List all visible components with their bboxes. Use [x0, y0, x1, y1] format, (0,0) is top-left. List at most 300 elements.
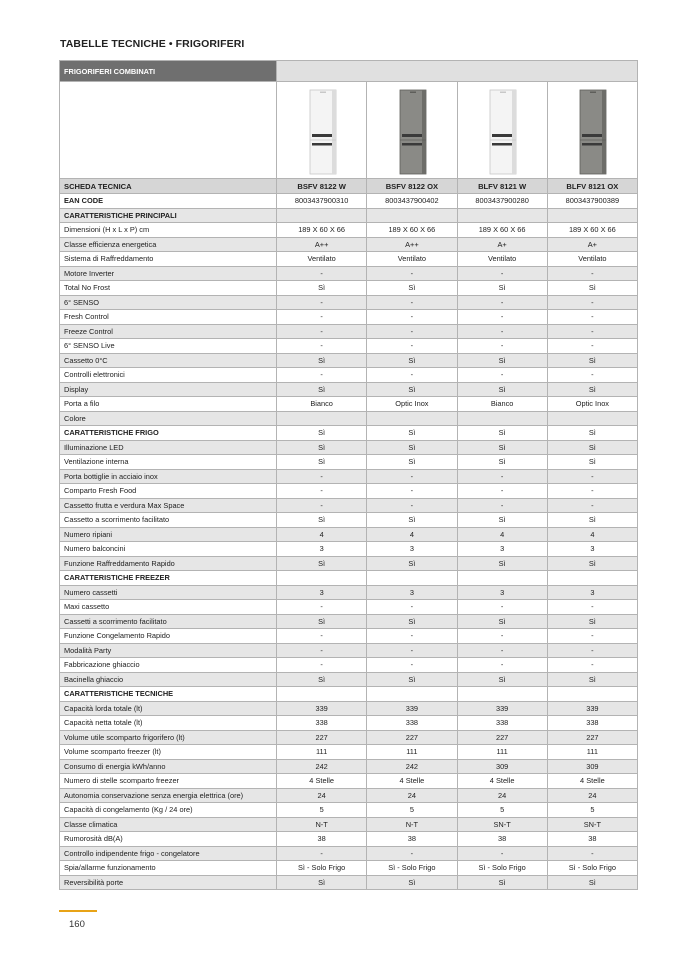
- cell-value: Sì: [547, 455, 637, 470]
- table-row: [60, 469, 638, 484]
- product-image-cell: [547, 82, 637, 179]
- model-name: BSFV 8122 W: [277, 179, 367, 194]
- cell-value: -: [277, 266, 367, 281]
- cell-value: 38: [367, 832, 457, 847]
- fridge-image: [392, 88, 432, 176]
- cell-value: Sì: [277, 353, 367, 368]
- cell-value: -: [277, 643, 367, 658]
- cell-value: -: [547, 846, 637, 861]
- cell-value: -: [457, 629, 547, 644]
- table-row: [60, 498, 638, 513]
- row-label: Fresh Control: [60, 310, 277, 325]
- cell-value: 5: [277, 803, 367, 818]
- cell-value: -: [457, 368, 547, 383]
- cell-value: Sì - Solo Frigo: [277, 861, 367, 876]
- cell-value: Sì: [457, 455, 547, 470]
- cell-value: 8003437900402: [367, 194, 457, 209]
- cell-value: Sì: [457, 672, 547, 687]
- row-label: Freeze Control: [60, 324, 277, 339]
- cell-value: 339: [547, 701, 637, 716]
- cell-value: 338: [367, 716, 457, 731]
- product-image-cell: [457, 82, 547, 179]
- cell-value: -: [547, 498, 637, 513]
- cell-value: -: [367, 658, 457, 673]
- cell-value: -: [547, 339, 637, 354]
- cell-value: 242: [277, 759, 367, 774]
- cell-value: A++: [367, 237, 457, 252]
- table-row: [60, 353, 638, 368]
- row-label: Autonomia conservazione senza energia elettrica (ore): [60, 788, 277, 803]
- row-label: Maxi cassetto: [60, 600, 277, 615]
- cell-value: -: [547, 368, 637, 383]
- table-row: [60, 817, 638, 832]
- cell-value: Sì: [277, 614, 367, 629]
- section-row: [60, 426, 638, 441]
- row-label: Rumorosità dB(A): [60, 832, 277, 847]
- cell-value: 338: [277, 716, 367, 731]
- cell-value: 309: [457, 759, 547, 774]
- row-label: Cassetto frutta e verdura Max Space: [60, 498, 277, 513]
- cell-value: Sì: [547, 382, 637, 397]
- table-row: [60, 411, 638, 426]
- cell-value: -: [277, 310, 367, 325]
- cell-value: N-T: [277, 817, 367, 832]
- cell-value: 3: [457, 542, 547, 557]
- cell-value: 8003437900310: [277, 194, 367, 209]
- row-label: Capacità netta totale (lt): [60, 716, 277, 731]
- cell-value: 8003437900280: [457, 194, 547, 209]
- table-row: [60, 875, 638, 890]
- cell-value: 3: [277, 585, 367, 600]
- table-row: [60, 730, 638, 745]
- cell-value: -: [277, 295, 367, 310]
- row-label: Capacità lorda totale (lt): [60, 701, 277, 716]
- cell-value: 189 X 60 X 66: [457, 223, 547, 238]
- cell-value: Sì: [367, 281, 457, 296]
- cell-value: -: [367, 629, 457, 644]
- row-label: Numero ripiani: [60, 527, 277, 542]
- table-row: [60, 310, 638, 325]
- table-row: [60, 440, 638, 455]
- row-label: Numero cassetti: [60, 585, 277, 600]
- row-label: Volume utile scomparto frigorifero (lt): [60, 730, 277, 745]
- cell-value: Sì: [367, 556, 457, 571]
- cell-value: [547, 687, 637, 702]
- row-label: Controllo indipendente frigo - congelatore: [60, 846, 277, 861]
- row-label: Cassetto 0°C: [60, 353, 277, 368]
- cell-value: Sì - Solo Frigo: [547, 861, 637, 876]
- cell-value: -: [367, 295, 457, 310]
- row-label: 6° SENSO: [60, 295, 277, 310]
- table-row: [60, 382, 638, 397]
- cell-value: Sì: [367, 875, 457, 890]
- table-row: [60, 832, 638, 847]
- cell-value: 24: [367, 788, 457, 803]
- product-images-row: [60, 82, 638, 179]
- cell-value: Sì: [457, 875, 547, 890]
- table-row: [60, 281, 638, 296]
- cell-value: 4 Stelle: [277, 774, 367, 789]
- cell-value: -: [367, 324, 457, 339]
- cell-value: 24: [457, 788, 547, 803]
- table-row: [60, 237, 638, 252]
- row-label: Fabbricazione ghiaccio: [60, 658, 277, 673]
- cell-value: Sì: [277, 455, 367, 470]
- cell-value: Sì: [277, 875, 367, 890]
- cell-value: 3: [547, 542, 637, 557]
- cell-value: Ventilato: [277, 252, 367, 267]
- cell-value: 227: [457, 730, 547, 745]
- cell-value: -: [547, 295, 637, 310]
- table-row: [60, 643, 638, 658]
- table-row: [60, 629, 638, 644]
- table-row: [60, 614, 638, 629]
- cell-value: -: [277, 846, 367, 861]
- cell-value: 339: [457, 701, 547, 716]
- cell-value: Sì: [277, 672, 367, 687]
- cell-value: -: [547, 643, 637, 658]
- cell-value: -: [367, 600, 457, 615]
- cell-value: Sì: [547, 281, 637, 296]
- cell-value: [457, 687, 547, 702]
- cell-value: 227: [277, 730, 367, 745]
- row-label: Controlli elettronici: [60, 368, 277, 383]
- cell-value: [367, 687, 457, 702]
- cell-value: Sì: [547, 513, 637, 528]
- model-name: BSFV 8122 OX: [367, 179, 457, 194]
- cell-value: [367, 208, 457, 223]
- section-row: [60, 687, 638, 702]
- table-row: [60, 585, 638, 600]
- cell-value: A+: [547, 237, 637, 252]
- cell-value: -: [277, 324, 367, 339]
- cell-value: Optic Inox: [367, 397, 457, 412]
- cell-value: -: [547, 484, 637, 499]
- table-row: [60, 701, 638, 716]
- row-label: Colore: [60, 411, 277, 426]
- cell-value: [547, 411, 637, 426]
- cell-value: 5: [367, 803, 457, 818]
- cell-value: SN-T: [457, 817, 547, 832]
- cell-value: Sì: [547, 614, 637, 629]
- cell-value: -: [457, 658, 547, 673]
- table-row: [60, 527, 638, 542]
- cell-value: Sì: [277, 556, 367, 571]
- table-row: [60, 846, 638, 861]
- cell-value: 4: [277, 527, 367, 542]
- cell-value: [367, 411, 457, 426]
- row-label: Total No Frost: [60, 281, 277, 296]
- cell-value: 38: [547, 832, 637, 847]
- row-label: Display: [60, 382, 277, 397]
- fridge-image: [572, 88, 612, 176]
- row-label: Modalità Party: [60, 643, 277, 658]
- fridge-image: [482, 88, 522, 176]
- cell-value: Sì: [367, 426, 457, 441]
- cell-value: Sì: [547, 875, 637, 890]
- cell-value: 3: [367, 585, 457, 600]
- cell-value: -: [457, 484, 547, 499]
- cell-value: 111: [367, 745, 457, 760]
- cell-value: 309: [547, 759, 637, 774]
- row-label: Sistema di Raffreddamento: [60, 252, 277, 267]
- cell-value: Sì - Solo Frigo: [367, 861, 457, 876]
- cell-value: -: [547, 324, 637, 339]
- product-image-cell: [367, 82, 457, 179]
- cell-value: SN-T: [547, 817, 637, 832]
- table-row: [60, 774, 638, 789]
- header-row: [60, 179, 638, 194]
- table-row: [60, 542, 638, 557]
- cell-value: A+: [457, 237, 547, 252]
- row-label: Cassetto a scorrimento facilitato: [60, 513, 277, 528]
- cell-value: 4: [367, 527, 457, 542]
- cell-value: 242: [367, 759, 457, 774]
- page-title: TABELLE TECNICHE • FRIGORIFERI: [60, 38, 245, 50]
- cell-value: [277, 411, 367, 426]
- cell-value: [457, 571, 547, 586]
- cell-value: 5: [457, 803, 547, 818]
- cell-value: 338: [547, 716, 637, 731]
- row-label: EAN CODE: [60, 194, 277, 209]
- cell-value: [457, 208, 547, 223]
- cell-value: A++: [277, 237, 367, 252]
- cell-value: [547, 571, 637, 586]
- cell-value: 111: [547, 745, 637, 760]
- cell-value: 24: [277, 788, 367, 803]
- row-label: Motore Inverter: [60, 266, 277, 281]
- cell-value: Sì: [457, 440, 547, 455]
- table-row: [60, 339, 638, 354]
- cell-value: 8003437900389: [547, 194, 637, 209]
- cell-value: -: [457, 266, 547, 281]
- cell-value: [457, 411, 547, 426]
- category-blank: [277, 61, 638, 82]
- cell-value: -: [547, 266, 637, 281]
- cell-value: Sì: [367, 513, 457, 528]
- cell-value: -: [457, 600, 547, 615]
- cell-value: -: [457, 643, 547, 658]
- cell-value: Sì: [457, 614, 547, 629]
- footer-accent-line: [59, 910, 97, 912]
- cell-value: Sì: [277, 281, 367, 296]
- table-row: [60, 223, 638, 238]
- row-label: Reversibilità porte: [60, 875, 277, 890]
- cell-value: -: [367, 469, 457, 484]
- cell-value: 111: [277, 745, 367, 760]
- cell-value: 111: [457, 745, 547, 760]
- cell-value: -: [367, 484, 457, 499]
- cell-value: -: [367, 846, 457, 861]
- cell-value: -: [367, 266, 457, 281]
- row-label: Classe efficienza energetica: [60, 237, 277, 252]
- cell-value: Ventilato: [547, 252, 637, 267]
- model-name: BLFV 8121 OX: [547, 179, 637, 194]
- cell-value: -: [367, 368, 457, 383]
- table-row: [60, 658, 638, 673]
- row-label: Ventilazione interna: [60, 455, 277, 470]
- cell-value: Sì - Solo Frigo: [457, 861, 547, 876]
- cell-value: Sì: [367, 440, 457, 455]
- cell-value: 4 Stelle: [457, 774, 547, 789]
- cell-value: N-T: [367, 817, 457, 832]
- table-row: [60, 194, 638, 209]
- category-title: FRIGORIFERI COMBINATI: [60, 61, 277, 82]
- cell-value: Sì: [277, 513, 367, 528]
- cell-value: Sì: [457, 382, 547, 397]
- row-label: Comparto Fresh Food: [60, 484, 277, 499]
- cell-value: 38: [277, 832, 367, 847]
- row-label: Dimensioni (H x L x P) cm: [60, 223, 277, 238]
- row-label: Classe climatica: [60, 817, 277, 832]
- table-row: [60, 788, 638, 803]
- row-label: 6° SENSO Live: [60, 339, 277, 354]
- row-label: Porta a filo: [60, 397, 277, 412]
- cell-value: 38: [457, 832, 547, 847]
- row-label: Numero di stelle scomparto freezer: [60, 774, 277, 789]
- cell-value: -: [367, 310, 457, 325]
- cell-value: Sì: [547, 353, 637, 368]
- page-number: 160: [69, 919, 85, 930]
- cell-value: -: [547, 600, 637, 615]
- cell-value: Sì: [547, 672, 637, 687]
- cell-value: Sì: [457, 281, 547, 296]
- row-label: Bacinella ghiaccio: [60, 672, 277, 687]
- cell-value: -: [277, 498, 367, 513]
- cell-value: Sì: [367, 455, 457, 470]
- row-label: CARATTERISTICHE FRIGO: [60, 426, 277, 441]
- cell-value: 189 X 60 X 66: [547, 223, 637, 238]
- category-row: [60, 61, 638, 82]
- cell-value: Sì: [457, 426, 547, 441]
- cell-value: Sì: [547, 426, 637, 441]
- cell-value: -: [277, 658, 367, 673]
- cell-value: 227: [367, 730, 457, 745]
- cell-value: Sì: [367, 353, 457, 368]
- cell-value: 339: [277, 701, 367, 716]
- cell-value: -: [547, 310, 637, 325]
- section-row: [60, 208, 638, 223]
- cell-value: Sì: [547, 440, 637, 455]
- table-row: [60, 484, 638, 499]
- cell-value: 189 X 60 X 66: [277, 223, 367, 238]
- table-row: [60, 368, 638, 383]
- section-row: [60, 571, 638, 586]
- cell-value: [547, 208, 637, 223]
- cell-value: [277, 687, 367, 702]
- cell-value: Ventilato: [457, 252, 547, 267]
- cell-value: 339: [367, 701, 457, 716]
- cell-value: -: [367, 498, 457, 513]
- cell-value: Sì: [367, 672, 457, 687]
- row-label: Capacità di congelamento (Kg / 24 ore): [60, 803, 277, 818]
- table-row: [60, 716, 638, 731]
- table-row: [60, 513, 638, 528]
- cell-value: 24: [547, 788, 637, 803]
- row-label: Funzione Congelamento Rapido: [60, 629, 277, 644]
- cell-value: 5: [547, 803, 637, 818]
- cell-value: 4 Stelle: [367, 774, 457, 789]
- cell-value: -: [277, 469, 367, 484]
- header-label: SCHEDA TECNICA: [60, 179, 277, 194]
- cell-value: 3: [547, 585, 637, 600]
- cell-value: -: [457, 324, 547, 339]
- row-label: Illuminazione LED: [60, 440, 277, 455]
- cell-value: -: [277, 629, 367, 644]
- table-row: [60, 759, 638, 774]
- cell-value: -: [277, 484, 367, 499]
- cell-value: 338: [457, 716, 547, 731]
- cell-value: Sì: [547, 556, 637, 571]
- row-label: Cassetti a scorrimento facilitato: [60, 614, 277, 629]
- table-row: [60, 324, 638, 339]
- cell-value: -: [367, 643, 457, 658]
- cell-value: Sì: [457, 513, 547, 528]
- cell-value: Sì: [457, 353, 547, 368]
- table-row: [60, 803, 638, 818]
- table-row: [60, 672, 638, 687]
- cell-value: -: [367, 339, 457, 354]
- model-name: BLFV 8121 W: [457, 179, 547, 194]
- cell-value: 3: [277, 542, 367, 557]
- cell-value: -: [457, 469, 547, 484]
- row-label: Spia/allarme funzionamento: [60, 861, 277, 876]
- cell-value: -: [277, 339, 367, 354]
- row-label: CARATTERISTICHE FREEZER: [60, 571, 277, 586]
- cell-value: -: [547, 469, 637, 484]
- cell-value: 4: [457, 527, 547, 542]
- table-row: [60, 455, 638, 470]
- table-row: [60, 295, 638, 310]
- row-label: Volume scomparto freezer (lt): [60, 745, 277, 760]
- cell-value: [367, 571, 457, 586]
- cell-value: 3: [367, 542, 457, 557]
- cell-value: -: [547, 629, 637, 644]
- table-row: [60, 397, 638, 412]
- table-row: [60, 266, 638, 281]
- row-label: Porta bottiglie in acciaio inox: [60, 469, 277, 484]
- cell-value: Sì: [277, 382, 367, 397]
- cell-value: Sì: [457, 556, 547, 571]
- cell-value: 4: [547, 527, 637, 542]
- table-row: [60, 745, 638, 760]
- table-row: [60, 600, 638, 615]
- cell-value: [277, 571, 367, 586]
- image-label-cell: [60, 82, 277, 179]
- cell-value: -: [457, 339, 547, 354]
- row-label: Consumo di energia kWh/anno: [60, 759, 277, 774]
- table-row: [60, 556, 638, 571]
- cell-value: 4 Stelle: [547, 774, 637, 789]
- cell-value: -: [457, 846, 547, 861]
- cell-value: -: [277, 368, 367, 383]
- cell-value: Sì: [367, 614, 457, 629]
- cell-value: -: [277, 600, 367, 615]
- product-image-cell: [277, 82, 367, 179]
- row-label: Numero balconcini: [60, 542, 277, 557]
- cell-value: -: [457, 310, 547, 325]
- cell-value: Sì: [367, 382, 457, 397]
- cell-value: Sì: [277, 440, 367, 455]
- cell-value: 3: [457, 585, 547, 600]
- table-row: [60, 252, 638, 267]
- cell-value: Sì: [277, 426, 367, 441]
- cell-value: 227: [547, 730, 637, 745]
- table-row: [60, 861, 638, 876]
- cell-value: -: [547, 658, 637, 673]
- row-label: Funzione Raffreddamento Rapido: [60, 556, 277, 571]
- spec-table: [59, 60, 638, 890]
